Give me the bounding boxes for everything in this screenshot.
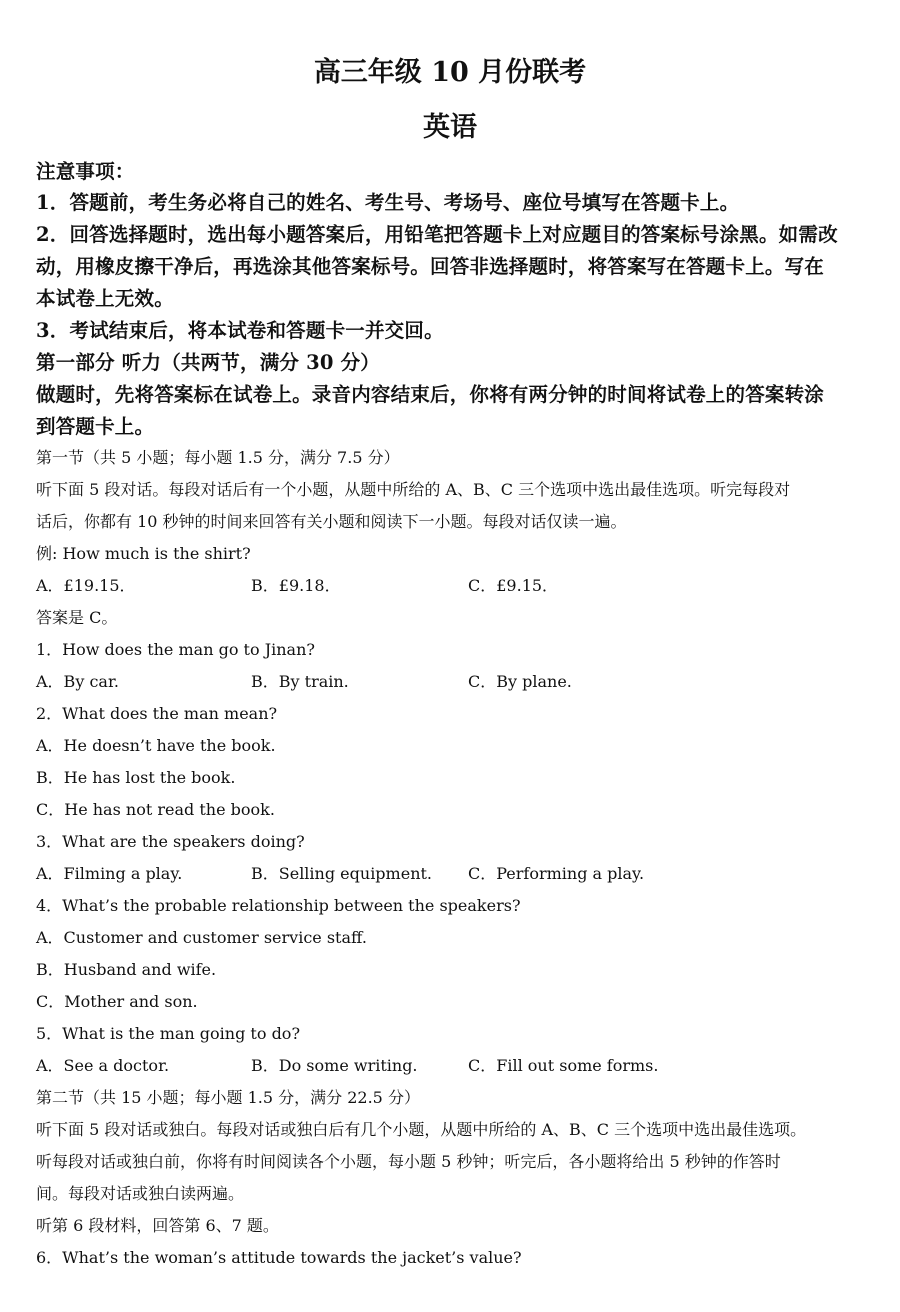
subject-title: 英语	[423, 112, 477, 143]
question-5-option-b: B．Do some writing.	[251, 1056, 418, 1075]
question-1: 1．How does the man go to Jinan?	[36, 640, 315, 659]
exam-title: 高三年级 10 月份联考	[313, 57, 587, 88]
notice-item-2-line-2: 动，用橡皮擦干净后，再选涂其他答案标号。回答非选择题时，将答案写在答题卡上。写在	[36, 255, 825, 278]
section1-instruction-line-2: 话后，你都有 10 秒钟的时间来回答有关小题和阅读下一小题。每段对话仅读一遍。	[36, 512, 627, 531]
section2-instruction-line-2: 听每段对话或独白前，你将有时间阅读各个小题，每小题 5 秒钟；听完后，各小题将给出 5 秒钟的作答时	[36, 1152, 781, 1171]
example-option-a: A．£19.15．	[36, 576, 136, 595]
question-2-option-b: B．He has lost the book.	[36, 768, 236, 787]
section2-instruction-line-1: 听下面 5 段对话或独白。每段对话或独白后有几个小题，从题中所给的 A、B、C 三个选项中选出最佳选项。	[36, 1120, 807, 1139]
part1-instruction-line-1: 做题时，先将答案标在试卷上。录音内容结束后，你将有两分钟的时间将试卷上的答案转涂	[36, 383, 825, 406]
notice-item-2-line-3: 本试卷上无效。	[36, 287, 174, 310]
question-5: 5．What is the man going to do?	[36, 1024, 301, 1043]
question-1-option-a: A．By car.	[36, 672, 119, 691]
example-option-c: C．£9.15．	[468, 576, 559, 595]
example-option-b: B．£9.18．	[251, 576, 341, 595]
notice-item-1: 1．答题前，考生务必将自己的姓名、考生号、考场号、座位号填写在答题卡上。	[36, 191, 740, 214]
question-4-option-a: A．Customer and customer service staff.	[36, 928, 367, 947]
question-1-option-b: B．By train.	[251, 672, 349, 691]
question-4-option-c: C．Mother and son.	[36, 992, 198, 1011]
question-2-option-a: A．He doesn’t have the book.	[36, 736, 276, 755]
example-question: 例: How much is the shirt?	[36, 544, 251, 563]
notice-item-2-line-1: 2．回答选择题时，选出每小题答案后，用铅笔把答题卡上对应题目的答案标号涂黑。如需改	[36, 223, 838, 246]
question-5-option-c: C．Fill out some forms.	[468, 1056, 659, 1075]
question-5-option-a: A．See a doctor.	[36, 1056, 170, 1075]
section2-instruction-line-3: 间。每段对话或独白读两遍。	[36, 1184, 245, 1203]
part1-instruction-line-2: 到答题卡上。	[36, 415, 155, 438]
example-answer: 答案是 C。	[36, 608, 118, 627]
section1-instruction-line-1: 听下面 5 段对话。每段对话后有一个小题，从题中所给的 A、B、C 三个选项中选出最佳选项。听完每段对	[36, 480, 791, 499]
notice-item-3: 3．考试结束后，将本试卷和答题卡一并交回。	[36, 319, 444, 342]
question-2: 2．What does the man mean?	[36, 704, 278, 723]
notice-heading: 注意事项：	[36, 160, 135, 183]
question-2-option-c: C．He has not read the book.	[36, 800, 275, 819]
question-3-option-b: B．Selling equipment.	[251, 864, 433, 883]
section2-heading: 第二节（共 15 小题；每小题 1.5 分，满分 22.5 分）	[36, 1088, 420, 1107]
question-3-option-a: A．Filming a play.	[36, 864, 183, 883]
section1-heading: 第一节（共 5 小题；每小题 1.5 分，满分 7.5 分）	[36, 448, 400, 467]
material-6-label: 听第 6 段材料，回答第 6、7 题。	[36, 1216, 279, 1235]
question-6: 6．What’s the woman’s attitude towards the jacket’s value?	[36, 1248, 522, 1267]
question-3: 3．What are the speakers doing?	[36, 832, 305, 851]
question-1-option-c: C．By plane.	[468, 672, 572, 691]
question-4-option-b: B．Husband and wife.	[36, 960, 217, 979]
question-3-option-c: C．Performing a play.	[468, 864, 645, 883]
part1-heading: 第一部分 听力（共两节，满分 30 分）	[36, 351, 381, 374]
question-4: 4．What’s the probable relationship between the speakers?	[36, 896, 521, 915]
